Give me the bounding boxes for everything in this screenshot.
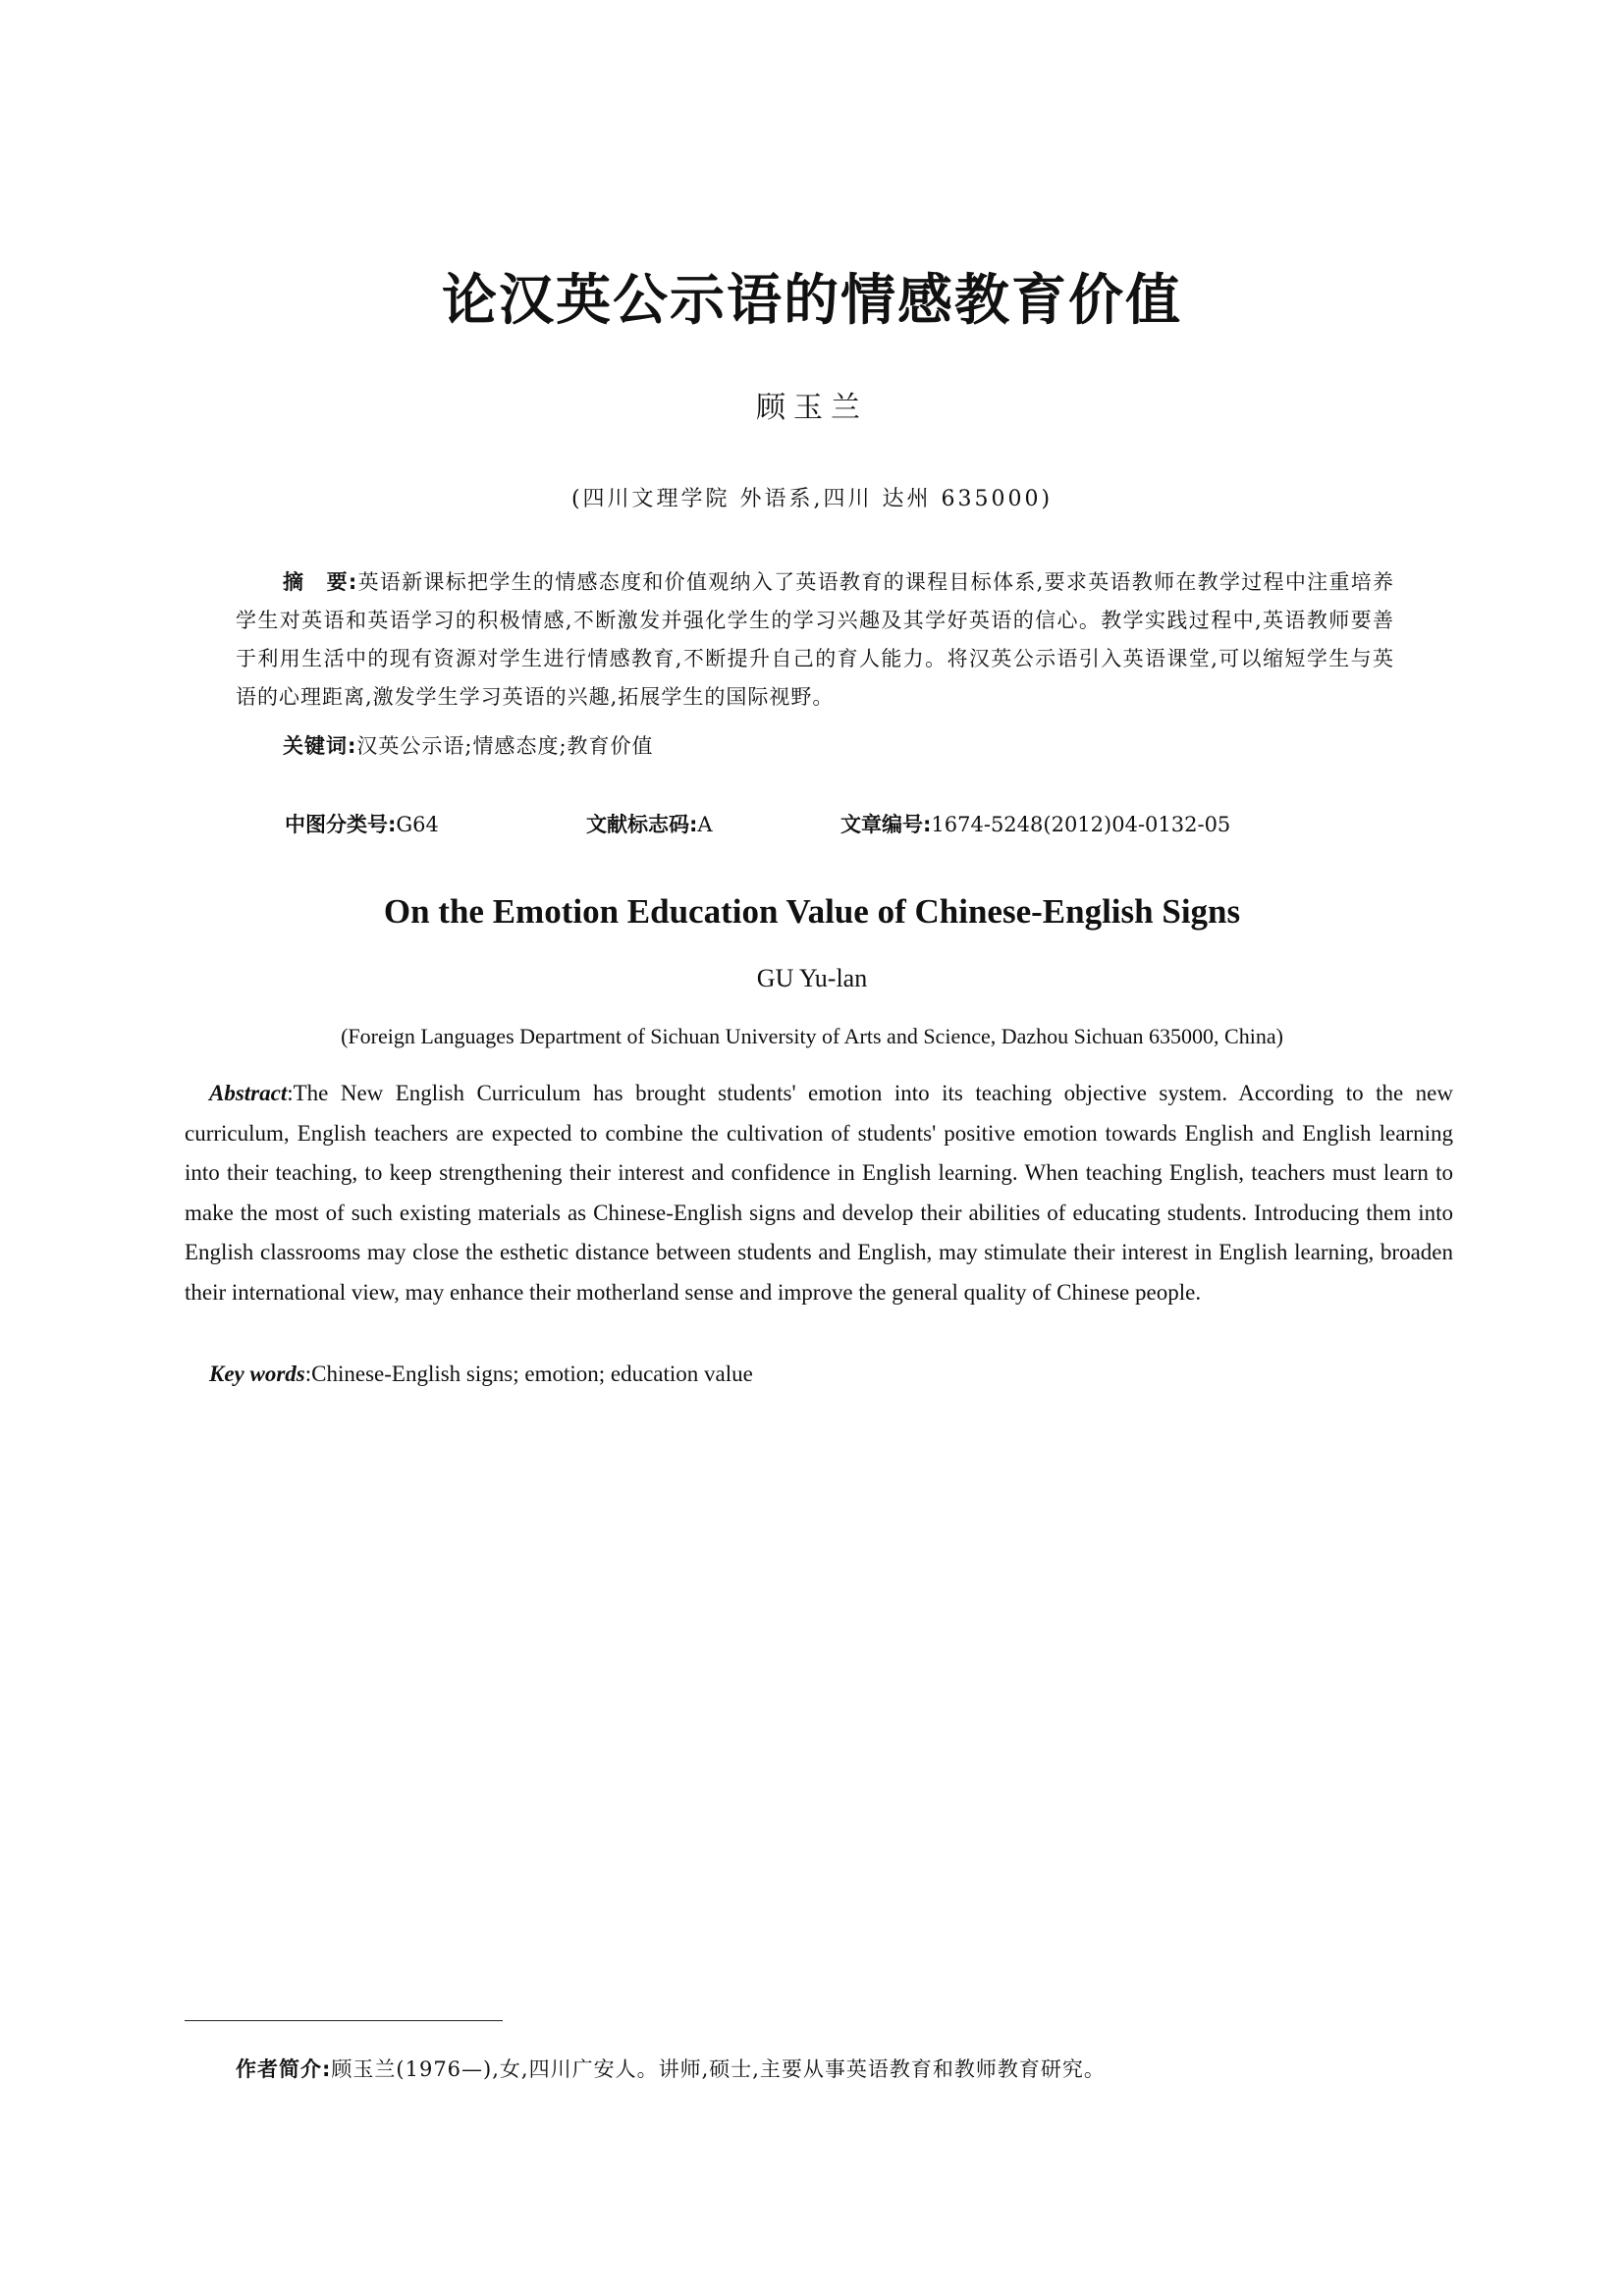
chinese-title: 论汉英公示语的情感教育价值 [442, 269, 1182, 333]
article-number-label: 文章编号: [840, 813, 932, 836]
chinese-abstract-label: 摘 要: [283, 570, 358, 594]
author-footnote-label: 作者简介: [236, 2057, 332, 2081]
english-keywords-label: Key words [209, 1362, 305, 1386]
english-author: GU Yu-lan [756, 964, 868, 992]
author-footnote-text: 顾玉兰(1976—),女,四川广安人。讲师,硕士,主要从事英语教育和教师教育研究。 [331, 2057, 1106, 2081]
english-keywords [185, 1355, 1478, 1395]
chinese-abstract-text: 英语新课标把学生的情感态度和价值观纳入了英语教育的课程目标体系,要求英语教师在教学过程中注重培养学生对英语和英语学习的积极情感,不断激发并强化学生的学习兴趣及其学好英语的信心。教学实践过程中,英语教师要善于利用生活中的现有资源对学生进行情感教育,不断提升自己的育人能力。将汉英公示语引入英语课堂,可以缩短学生与英语的心理距离,激发学生学习英语的兴趣,拓展学生的国际视野。 [236, 570, 1394, 709]
document-code-value: A [697, 813, 713, 836]
english-keywords-text: :Chinese-English signs; emotion; education value [304, 1362, 753, 1386]
classification-value: G64 [396, 813, 439, 836]
classification-label: 中图分类号: [285, 813, 397, 836]
article-number-value: 1674-5248(2012)04-0132-05 [931, 813, 1231, 836]
document-code-label: 文献标志码: [586, 813, 698, 836]
english-abstract-label: Abstract [209, 1081, 288, 1105]
chinese-keywords-text: 汉英公示语;情感态度;教育价值 [356, 734, 654, 758]
chinese-keywords [236, 727, 1394, 766]
chinese-affiliation: (四川文理学院 外语系,四川 达州 635000) [570, 487, 1054, 511]
footnote-divider [185, 2020, 503, 2021]
chinese-abstract [236, 563, 1394, 717]
chinese-author: 顾玉兰 [756, 391, 868, 425]
english-abstract-text: :The New English Curriculum has brought students' emotion into its teaching objective system. According to the new curriculum, English teachers are expected to combine the cultivation of students' positive emotion towards English and English learning into their teaching, to keep strengthening their interest and confidence in English learning. When teaching English, teachers must learn to make the most of such existing materials as Chinese-English signs and develop their abilities of educating students. Introducing them into English classrooms may close the esthetic distance between students and English, may stimulate their interest in English learning, broaden their international view, may enhance their motherland sense and improve the general quality of Chinese people. [185, 1081, 1453, 1305]
chinese-keywords-label: 关键词: [283, 734, 357, 758]
english-title: On the Emotion Education Value of Chinese-English Signs [383, 892, 1241, 931]
document-code [586, 810, 713, 839]
english-abstract [185, 1074, 1453, 1312]
article-number [840, 810, 1230, 839]
classification-number [285, 810, 439, 839]
english-affiliation: (Foreign Languages Department of Sichuan University of Arts and Science, Dazhou Sichuan 635000, China) [341, 1024, 1283, 1048]
author-footnote [236, 2055, 1106, 2084]
